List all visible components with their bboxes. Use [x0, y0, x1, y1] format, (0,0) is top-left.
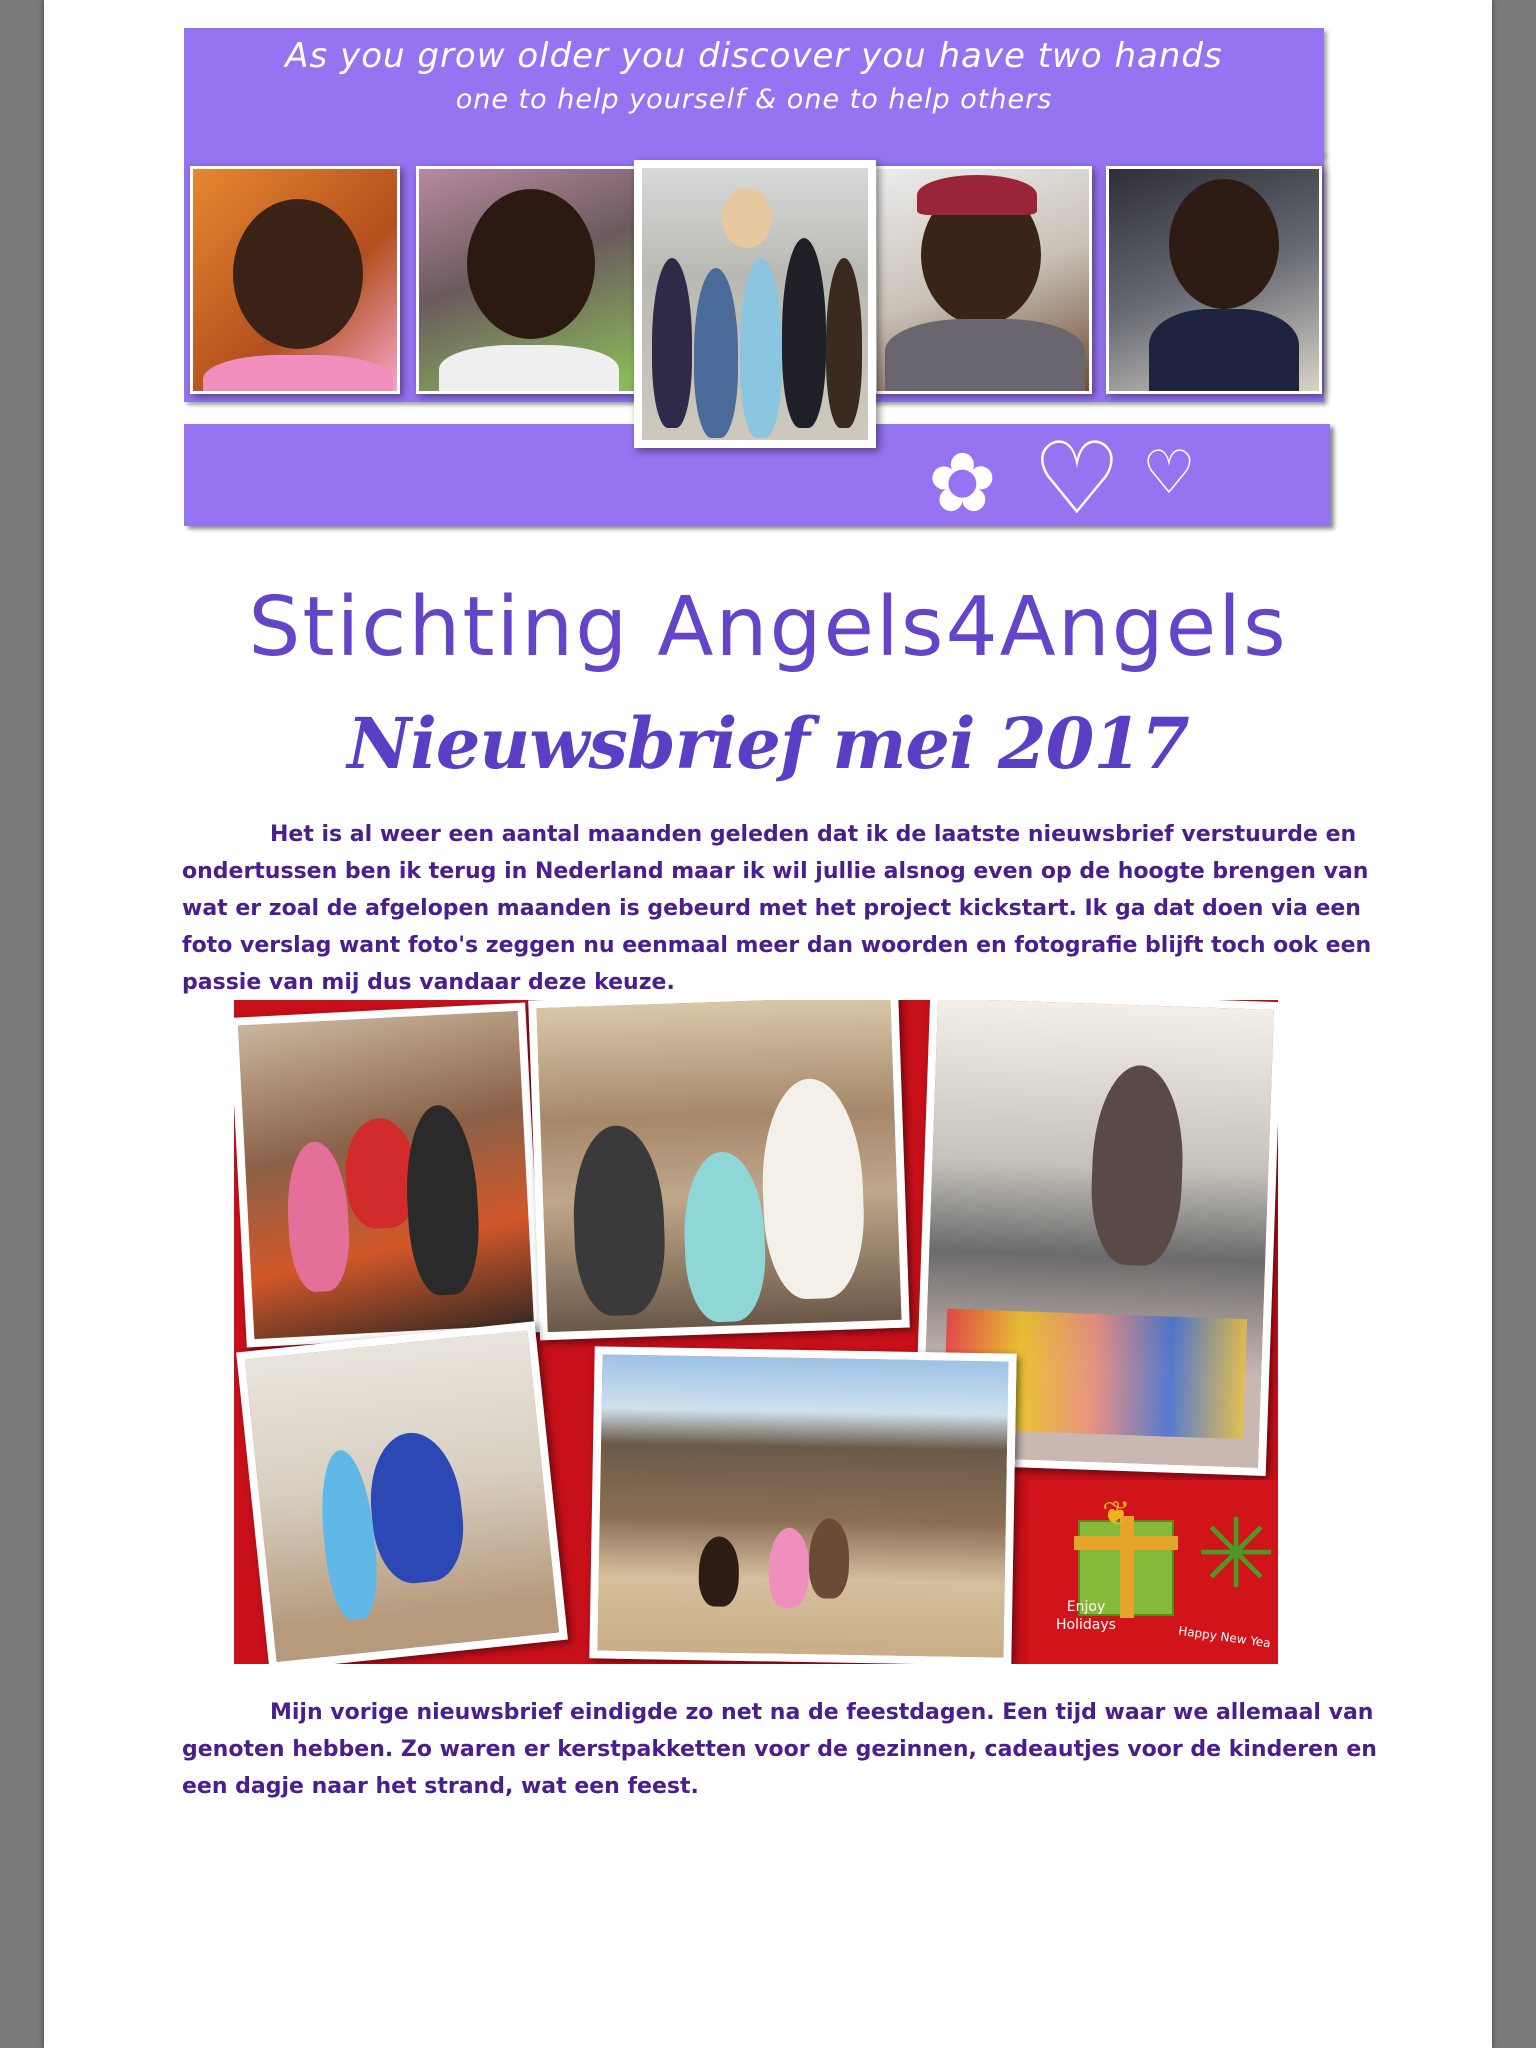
quote-line-1: As you grow older you discover you have two hands: [285, 36, 1223, 76]
flower-icon: ✿: [928, 436, 997, 531]
child-photo-1: [190, 166, 400, 394]
page-title: Stichting Angels4Angels: [248, 580, 1288, 675]
collage-photo-children-gifts: [234, 1002, 542, 1347]
document-page: [44, 0, 1492, 2048]
collage-photo-beach: [589, 1346, 1016, 1664]
quote-strip: [184, 28, 1324, 154]
newsletter-subtitle: Nieuwsbrief mei 2017: [347, 702, 1189, 785]
header-banner: [184, 24, 1384, 537]
bow-icon: ❦: [1102, 1494, 1131, 1534]
quote-line-2: one to help yourself & one to help others: [455, 84, 1053, 115]
child-photo-4: [1106, 166, 1322, 394]
collage-photo-kitchen: [528, 1000, 910, 1340]
winged-heart-icon: ♡: [1142, 438, 1196, 508]
child-photo-2: [416, 166, 638, 394]
photo-collage: [234, 1000, 1278, 1664]
collage-photo-backpacks: [236, 1321, 568, 1664]
group-photo: [634, 160, 876, 448]
heart-icon: ♡: [1032, 420, 1122, 537]
pine-icon: ✳: [1196, 1498, 1277, 1610]
holiday-card: [1028, 1480, 1278, 1664]
second-paragraph: Mijn vorige nieuwsbrief eindigde zo net na de feestdagen. Een tijd waar we allemaal van genoten hebben. Zo waren er kerstpakketten voor de gezinnen, cadeautjes voor de kinderen en een dagje naar het strand, wat een feest.: [182, 1700, 1377, 1799]
child-photo-3: [874, 166, 1092, 394]
holiday-text: Enjoy Holidays: [1056, 1599, 1116, 1633]
new-year-text: Happy New Yea: [1177, 1623, 1272, 1651]
intro-paragraph: Het is al weer een aantal maanden geleden dat ik de laatste nieuwsbrief verstuurde en ondertussen ben ik terug in Nederland maar ik wil jullie alsnog even op de hoogte brengen van wat er zoal de afgelopen maanden is gebeurd met het project kickstart. Ik ga dat doen via een foto verslag want foto's zeggen nu eenmaal meer dan woorden en fotografie blijft toch ook een passie van mij dus vandaar deze keuze.: [182, 822, 1372, 995]
